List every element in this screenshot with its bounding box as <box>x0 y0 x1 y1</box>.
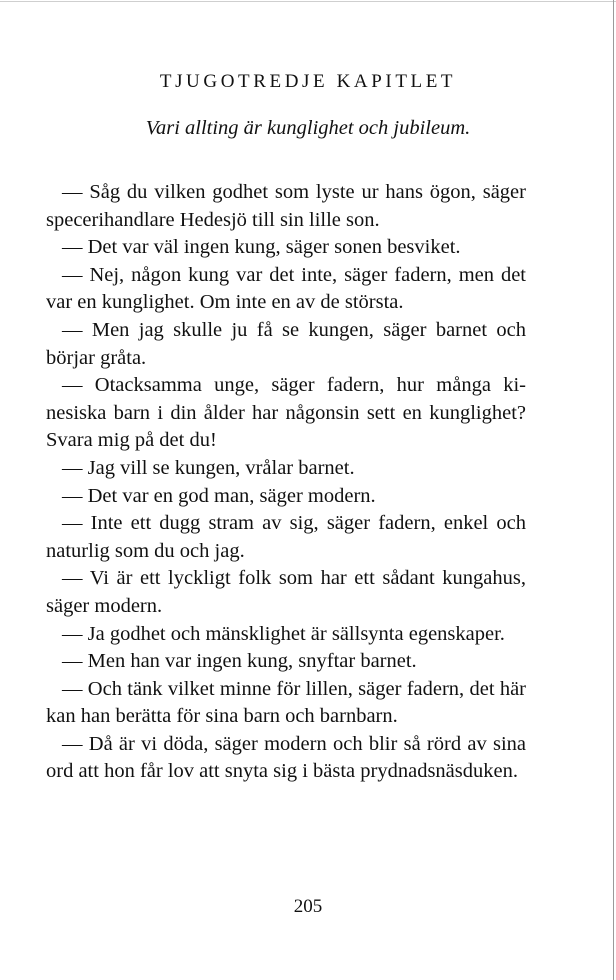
chapter-subtitle: Vari allting är kunglighet och jubileum. <box>145 117 471 139</box>
paragraph-3: — Nej, någon kung var det inte, säger fadern, men det var en kunglighet. Om inte en av de största. <box>46 263 526 314</box>
paragraph-7: — Det var en god man, säger modern. <box>62 484 376 507</box>
paragraph-5: — Otacksamma unge, säger fadern, hur många kinesiska barn i din ålder har någonsin sett en kunglighet? Svara mig på det du! <box>46 374 526 452</box>
paragraph-13: — Då är vi döda, säger modern och blir så rörd av sina ord att hon får lov att snyta sig i bästa prydnadsnäsduken. <box>46 732 526 783</box>
page-number: 205 <box>293 896 323 917</box>
paragraph-11: — Men han var ingen kung, snyftar barnet. <box>62 650 417 673</box>
paragraph-10: — Ja godhet och mänsklighet är sällsynta egenskaper. <box>62 622 505 645</box>
body-text <box>46 179 526 786</box>
paragraph-2: — Det var väl ingen kung, säger sonen besviket. <box>62 236 461 259</box>
paragraph-9: — Vi är ett lyckligt folk som har ett sådant kungahus, säger modern. <box>46 567 526 617</box>
paragraph-1: — Såg du vilken godhet som lyste ur hans ögon, säger specerihandlare Hedesjö till sin lille son. <box>46 181 526 231</box>
right-edge-rule <box>613 0 614 980</box>
chapter-heading: TJUGOTREDJE KAPITLET <box>159 71 457 92</box>
paragraph-12: — Och tänk vilket minne för lillen, säger fadern, det här kan han berätta för sina barn och barnbarn. <box>46 677 526 728</box>
paragraph-8: — Inte ett dugg stram av sig, säger fadern, enkel och naturlig som du och jag. <box>46 512 526 562</box>
paragraph-6: — Jag vill se kungen, vrålar barnet. <box>62 456 355 479</box>
top-edge-rule <box>0 1 616 2</box>
paragraph-4: — Men jag skulle ju få se kungen, säger barnet och börjar gråta. <box>46 318 526 369</box>
